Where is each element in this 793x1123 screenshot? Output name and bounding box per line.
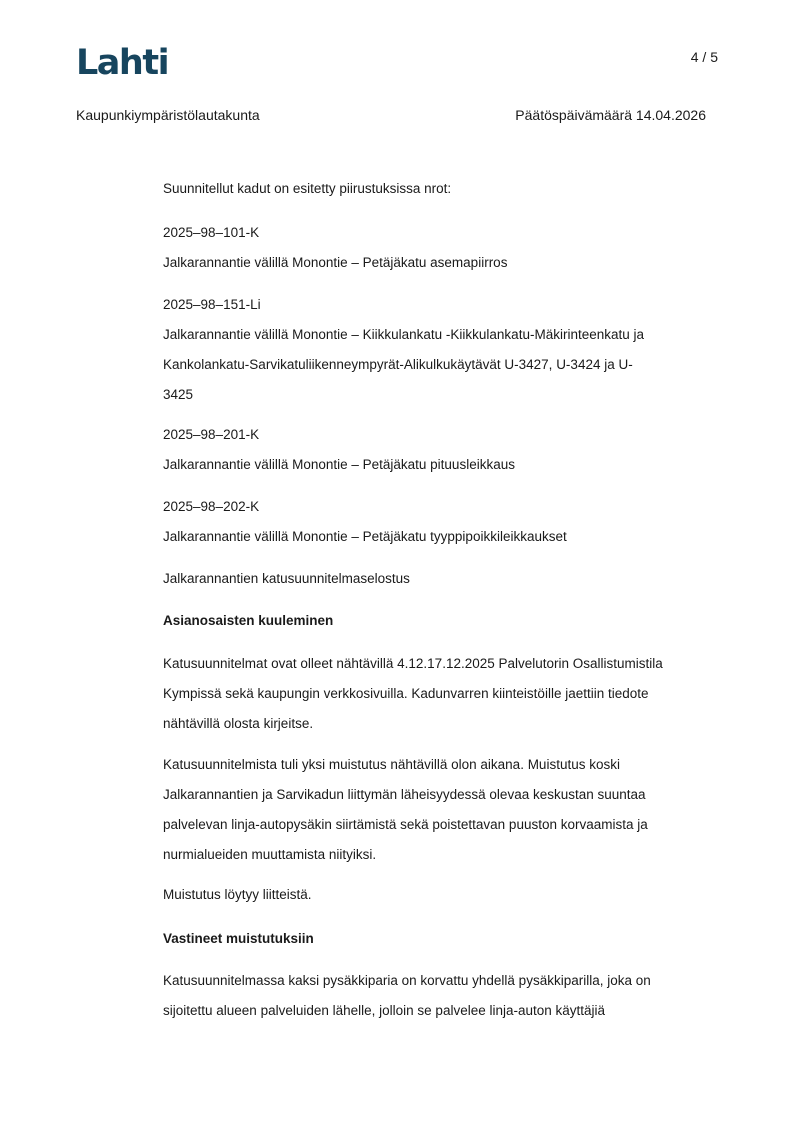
hearing-section [163, 606, 723, 636]
text-line: Katusuunnitelmassa kaksi pysäkkiparia on korvattu yhdellä pysäkkiparilla, joka on [163, 973, 651, 988]
text-line: Katusuunnitelmat ovat olleet nähtävillä 4.12.17.12.2025 Palvelutorin Osallistumistila [163, 656, 663, 671]
drawing-title-line-2: Kankolankatu-Sarvikatuliikenneympyrät-Alikulkukäytävät U-3427, U-3424 ja U- [163, 357, 633, 372]
text-line: nähtävillä olosta kirjeitse. [163, 716, 314, 731]
hearing-paragraph-1 [163, 649, 723, 739]
drawing-3 [163, 420, 723, 480]
text-line: Muistutus löytyy liitteistä. [163, 887, 312, 902]
description-text: Jalkarannantien katusuunnitelmaselostus [163, 571, 410, 586]
text-line: sijoitettu alueen palveluiden lähelle, jolloin se palvelee linja-auton käyttäjiä [163, 1003, 606, 1018]
drawing-title-line-1: Jalkarannantie välillä Monontie – Kiikkulankatu -Kiikkulankatu-Mäkirinteenkatu ja [163, 327, 645, 342]
text-line: Katusuunnitelmista tuli yksi muistutus nähtävillä olon aikana. Muistutus koski [163, 757, 620, 772]
drawing-2 [163, 290, 723, 410]
text-line: Kympissä sekä kaupungin verkkosivuilla. Kadunvarren kiinteistöille jaettiin tiedote [163, 686, 649, 701]
drawing-number: 2025–98–201-K [163, 427, 260, 442]
drawing-1 [163, 218, 723, 278]
responses-section [163, 924, 723, 954]
intro-text: Suunnitellut kadut on esitetty piirustuksissa nrot: [163, 181, 452, 196]
drawing-title: Jalkarannantie välillä Monontie – Petäjäkatu tyyppipoikkileikkaukset [163, 529, 567, 544]
text-line: palvelevan linja-autopysäkin siirtämistä sekä poistettavan puuston korvaamista ja [163, 817, 648, 832]
responses-paragraph [163, 966, 723, 1026]
hearing-paragraph-2 [163, 750, 723, 870]
logo-wordmark: Lahti [76, 43, 169, 83]
drawing-number: 2025–98–202-K [163, 499, 260, 514]
heading-responses: Vastineet muistutuksiin [163, 931, 314, 946]
text-line: nurmialueiden muuttamista niityiksi. [163, 847, 377, 862]
lahti-logo [76, 44, 168, 82]
drawing-number: 2025–98–151-Li [163, 297, 261, 312]
decision-date: Päätöspäivämäärä 14.04.2026 [515, 107, 706, 123]
document-body [163, 174, 723, 204]
drawing-title: Jalkarannantie välillä Monontie – Petäjäkatu pituusleikkaus [163, 457, 515, 472]
description [163, 564, 723, 594]
heading-hearing: Asianosaisten kuuleminen [163, 613, 334, 628]
drawing-title: Jalkarannantie välillä Monontie – Petäjäkatu asemapiirros [163, 255, 508, 270]
drawing-number: 2025–98–101-K [163, 225, 260, 240]
organization-name: Kaupunkiympäristölautakunta [76, 107, 260, 123]
hearing-paragraph-3 [163, 880, 723, 910]
drawing-title-line-3: 3425 [163, 387, 194, 402]
text-line: Jalkarannantien ja Sarvikadun liittymän läheisyydessä olevaa keskustan suuntaa [163, 787, 646, 802]
drawing-4 [163, 492, 723, 552]
page-number: 4 / 5 [690, 49, 718, 65]
